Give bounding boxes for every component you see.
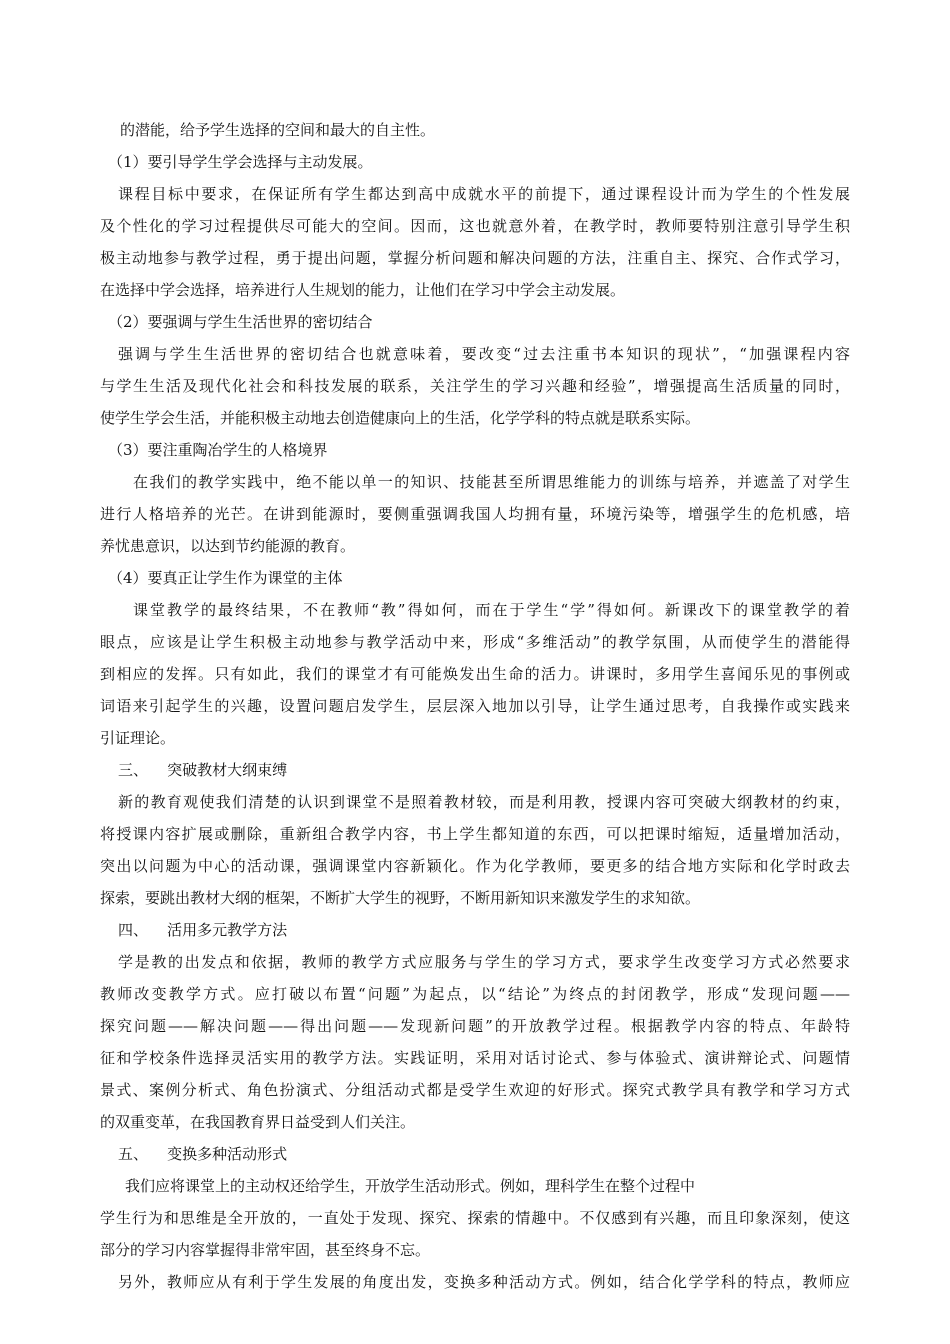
text-line: 极主动地参与教学过程，勇于提出问题，掌握分析问题和解决问题的方法，注重自主、探究、合作式学习，	[100, 249, 850, 267]
text-line: 教师改变教学方式。应打破以布置“问题”为起点，以“结论”为终点的封闭教学，形成“发现问题——	[100, 985, 850, 1003]
section-heading: （1）要引导学生学会选择与主动发展。	[108, 153, 373, 171]
text-line: 突出以问题为中心的活动课，强调课堂内容新颖化。作为化学教师，要更多的结合地方实际和化学时政去	[100, 857, 850, 875]
text-line: 到相应的发挥。只有如此，我们的课堂才有可能焕发出生命的活力。讲课时，多用学生喜闻乐见的事例或	[100, 665, 850, 683]
text-line: 与学生生活及现代化社会和科技发展的联系，关注学生的学习兴趣和经验”，增强提高生活质量的同时，	[100, 377, 850, 395]
text-line: 及个性化的学习过程提供尽可能大的空间。因而，这也就意外着，在教学时，教师要特别注意引导学生积	[100, 217, 850, 235]
text-line: 学是教的出发点和依据，教师的教学方式应服务与学生的学习方式，要求学生改变学习方式必然要求	[118, 953, 850, 971]
section-heading: （3）要注重陶冶学生的人格境界	[108, 441, 328, 459]
text-line: 在选择中学会选择，培养进行人生规划的能力，让他们在学习中学会主动发展。	[100, 281, 626, 299]
text-line: 课程目标中要求，在保证所有学生都达到高中成就水平的前提下，通过课程设计而为学生的个性发展	[118, 185, 850, 203]
text-line: 我们应将课堂上的主动权还给学生，开放学生活动形式。例如，理科学生在整个过程中	[125, 1177, 696, 1195]
text-line: 养忧患意识，以达到节约能源的教育。	[100, 537, 356, 555]
text-line: 引证理论。	[100, 729, 176, 747]
text-line: 探究问题——解决问题——得出问题——发现新问题”的开放教学过程。根据教学内容的特点、年龄特	[100, 1017, 850, 1035]
text-line: 在我们的教学实践中，绝不能以单一的知识、技能甚至所谓思维能力的训练与培养，并遮盖了对学生	[133, 473, 850, 491]
section-heading: （2）要强调与学生生活世界的密切结合	[108, 313, 373, 331]
text-line: 课堂教学的最终结果，不在教师“教”得如何，而在于学生“学”得如何。新课改下的课堂教学的着	[133, 601, 850, 619]
text-line: 景式、案例分析式、角色扮演式、分组活动式都是受学生欢迎的好形式。探究式教学具有教学和学习方式	[100, 1081, 850, 1099]
section-heading: 三、 突破教材大纲束缚	[118, 761, 288, 779]
text-line: 另外，教师应从有利于学生发展的角度出发，变换多种活动方式。例如，结合化学学科的特点，教师应	[118, 1273, 850, 1291]
text-line: 部分的学习内容掌握得非常牢固，甚至终身不忘。	[100, 1241, 431, 1259]
text-line: 学生行为和思维是全开放的，一直处于发现、探究、探索的情趣中。不仅感到有兴趣，而且印象深刻，使这	[100, 1209, 850, 1227]
section-heading: （4）要真正让学生作为课堂的主体	[108, 569, 343, 587]
text-line: 新的教育观使我们清楚的认识到课堂不是照着教材较，而是利用教，授课内容可突破大纲教材的约束，	[118, 793, 850, 811]
text-line: 词语来引起学生的兴趣，设置问题启发学生，层层深入地加以引导，让学生通过思考，自我操作或实践来	[100, 697, 850, 715]
text-line: 将授课内容扩展或删除，重新组合教学内容，书上学生都知道的东西，可以把课时缩短，适量增加活动，	[100, 825, 850, 843]
text-line: 使学生学会生活，并能积极主动地去创造健康向上的生活，化学学科的特点就是联系实际。	[100, 409, 701, 427]
text-line: 进行人格培养的光芒。在讲到能源时，要侧重强调我国人均拥有量，环境污染等，增强学生的危机感，培	[100, 505, 850, 523]
text-line: 探索，要跳出教材大纲的框架，不断扩大学生的视野，不断用新知识来激发学生的求知欲。	[100, 889, 701, 907]
section-heading: 四、 活用多元教学方法	[118, 921, 288, 939]
text-line: 强调与学生生活世界的密切结合也就意味着，要改变“过去注重书本知识的现状”，“加强课程内容	[118, 345, 850, 363]
text-line: 的潜能，给予学生选择的空间和最大的自主性。	[120, 121, 436, 139]
section-heading: 五、 变换多种活动形式	[118, 1145, 288, 1163]
text-line: 征和学校条件选择灵活实用的教学方法。实践证明，采用对话讨论式、参与体验式、演讲辩论式、问题情	[100, 1049, 850, 1067]
text-line: 的双重变革，在我国教育界日益受到人们关注。	[100, 1113, 416, 1131]
text-line: 眼点，应该是让学生积极主动地参与教学活动中来，形成“多维活动”的教学氛围，从而使学生的潜能得	[100, 633, 850, 651]
